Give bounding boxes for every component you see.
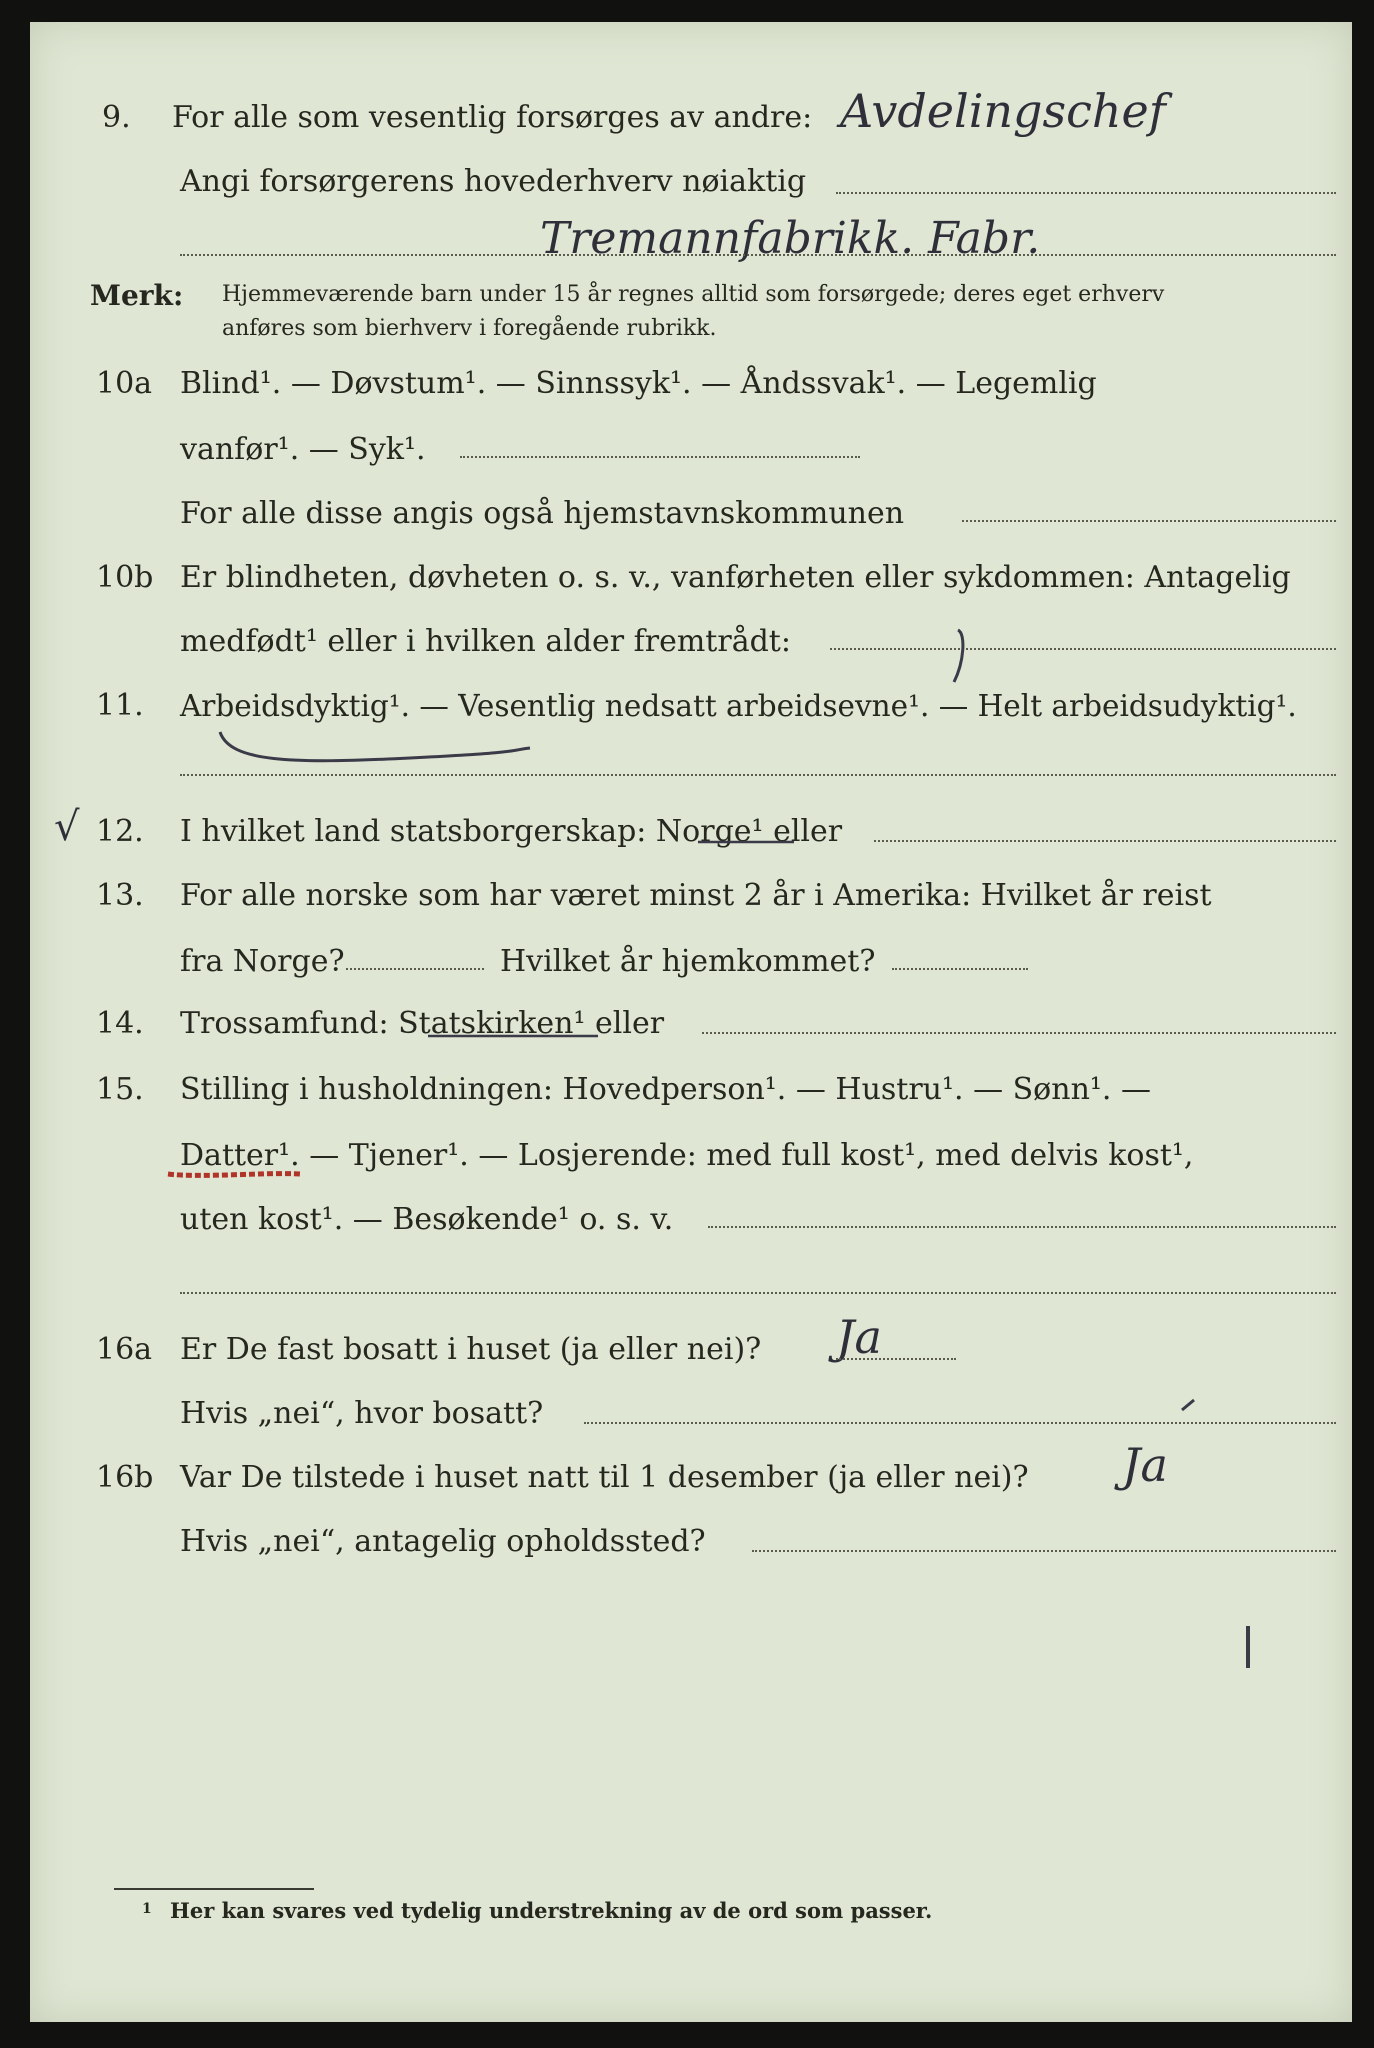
q12-check-mark: √	[54, 804, 80, 850]
q10b-line2: medfødt¹ eller i hvilken alder fremtrådt:	[180, 624, 791, 659]
q13-line1: For alle norske som har været minst 2 år i Amerika: Hvilket år reist	[180, 878, 1212, 913]
q10a-line2: vanfør¹. — Syk¹.	[180, 432, 426, 467]
pen-marks	[30, 22, 1352, 2022]
q16a-line1: Er De fast bosatt i huset (ja eller nei)?	[180, 1332, 762, 1367]
q10b-line1: Er blindheten, døvheten o. s. v., vanførheten eller sykdommen: Antagelig	[180, 560, 1291, 595]
q12-line1: I hvilket land statsborgerskap: Norge¹ eller	[180, 814, 843, 849]
q14-number: 14.	[96, 1006, 144, 1041]
q13-line2a: fra Norge?	[180, 944, 345, 979]
underline-arbeidsdyktig	[220, 732, 530, 761]
q16b-line2: Hvis „nei“, antagelig opholdssted?	[180, 1524, 706, 1559]
q15-line2: Datter¹. — Tjener¹. — Losjerende: med full kost¹, med delvis kost¹,	[180, 1138, 1194, 1173]
q9-line2: Angi forsørgerens hovederhverv nøiaktig	[180, 164, 807, 199]
q16a-handwritten-answer: Ja	[836, 1310, 882, 1364]
tick-mark-16a	[1182, 1400, 1194, 1410]
dash-mark-10b	[954, 630, 963, 682]
q9-number: 9.	[102, 100, 131, 135]
q9-line1: For alle som vesentlig forsørges av andre:	[172, 100, 813, 135]
q16a-line2: Hvis „nei“, hvor bosatt?	[180, 1396, 544, 1431]
q10a-line1: Blind¹. — Døvstum¹. — Sinnssyk¹. — Åndssvak¹. — Legemlig	[180, 366, 1097, 401]
q12-number: 12.	[96, 814, 144, 849]
q13-line2b: Hvilket år hjemkommet?	[500, 944, 876, 979]
q9-handwritten-answer1: Avdelingschef	[840, 84, 1166, 138]
merk-line1: Hjemmeværende barn under 15 år regnes alltid som forsørgede; deres eget erhverv	[222, 282, 1165, 307]
q15-line1: Stilling i husholdningen: Hovedperson¹. — Hustru¹. — Sønn¹. —	[180, 1072, 1151, 1107]
q11-number: 11.	[96, 688, 144, 723]
footnote-marker: 1	[142, 1901, 152, 1917]
q16b-line1: Var De tilstede i huset natt til 1 desember (ja eller nei)?	[180, 1460, 1029, 1495]
q16b-number: 16b	[96, 1460, 154, 1495]
merk-line2: anføres som bierhverv i foregående rubrikk.	[222, 316, 717, 341]
footnote-rule	[114, 1888, 314, 1890]
census-form-page	[30, 22, 1352, 2022]
q10b-number: 10b	[96, 560, 154, 595]
underline-datter	[168, 1174, 300, 1176]
q14-line1: Trossamfund: Statskirken¹ eller	[180, 1006, 665, 1041]
q13-number: 13.	[96, 878, 144, 913]
q11-line1: Arbeidsdyktig¹. — Vesentlig nedsatt arbeidsevne¹. — Helt arbeidsudyktig¹.	[180, 689, 1297, 723]
q15-line3: uten kost¹. — Besøkende¹ o. s. v.	[180, 1202, 674, 1237]
q16b-handwritten-answer: Ja	[1122, 1438, 1168, 1492]
q10a-number: 10a	[96, 366, 153, 401]
q15-number: 15.	[96, 1072, 144, 1107]
q9-handwritten-answer2: Tremannfabrikk. Fabr.	[540, 213, 1041, 264]
footnote-text: Her kan svares ved tydelig understrekning av de ord som passer.	[170, 1898, 933, 1923]
q10a-line3: For alle disse angis også hjemstavnskommunen	[180, 496, 905, 531]
merk-label: Merk:	[90, 279, 184, 312]
q16a-number: 16a	[96, 1332, 153, 1367]
